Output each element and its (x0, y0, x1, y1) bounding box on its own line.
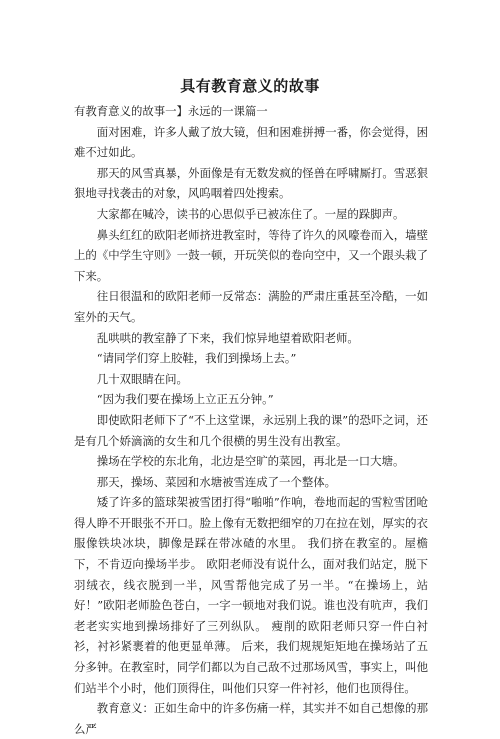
paragraph: 大家都在喊冷，读书的心思似乎已被冻住了。一屋的跺脚声。 (96, 206, 405, 221)
paragraph: 教育意义：正如生命中的许多伤痛一样，其实并不如自己想像的那么严 (74, 701, 428, 736)
paragraph: 鼻头红红的欧阳老师挤进教室时，等待了许久的风嚎卷而入，墙壁上的《中学生守则》一鼓一顿，开玩笑似的卷向空中，又一个跟头栽了下来。 (74, 227, 428, 283)
document-title: 具有教育意义的故事 (180, 77, 320, 95)
paragraph: 有教育意义的故事一】永远的一课篇一 (74, 104, 268, 118)
paragraph: 乱哄哄的教室静了下来，我们惊异地望着欧阳老师。 (96, 330, 359, 345)
document-body (74, 101, 428, 739)
paragraph: 那天的风雪真暴，外面像是有无数发疯的怪兽在呼啸厮打。雪恶狠狠地寻找袭击的对象，风呜咽着四处搜索。 (74, 165, 428, 201)
paragraph: 往日很温和的欧阳老师一反常态：满脸的严肃庄重甚至冷酷，一如室外的天气。 (74, 289, 428, 324)
paragraph: 矮了许多的篮球架被雪团打得“啪啪”作响，卷地而起的雪粒雪团呛得人睁不开眼张不开口。脸上像有无数把细窄的刀在拉在划，厚实的衣服像铁块冰块，脚像是踩在带冰碴的水里。 我们挤在教室的。屋檐下，不肯迈向操场半步。 欧阳老师没有说什么，面对我们站定，脱下羽绒衣，线衣脱到一半，风雪帮他完成了另一半。“在操场上，站好！”欧阳老师脸色苍白，一字一顿地对我们说。谁也没有吭声，我们老老实实地到操场排好了三列纵队。 瘦削的欧阳老师只穿一件白衬衫，衬衫紧裹着的他更显单薄。 后来，我们规规矩矩地在操场站了五分多钟。在教室时，同学们都以为自己敌不过那场风雪，事实上，叫他们站半个小时，他们顶得住，叫他们只穿一件衬衫，他们也顶得住。 (74, 495, 428, 695)
paragraph: “因为我们要在操场上立正五分钟。” (96, 392, 274, 407)
paragraph: 即使欧阳老师下了“不上这堂课，永远别上我的课”的恐吓之词，还是有几个娇滴滴的女生和几个很横的男生没有出教室。 (74, 412, 428, 448)
paragraph: 面对困难，许多人戴了放大镜，但和困难拼搏一番，你会觉得，困难不过如此。 (74, 124, 428, 160)
paragraph: 操场在学校的东北角，北边是空旷的菜园，再北是一口大塘。 (96, 454, 405, 469)
paragraph: “请同学们穿上胶鞋，我们到操场上去。” (96, 351, 297, 366)
paragraph: 几十双眼睛在问。 (96, 371, 188, 386)
paragraph: 那天，操场、菜园和水塘被雪连成了一个整体。 (96, 474, 337, 489)
